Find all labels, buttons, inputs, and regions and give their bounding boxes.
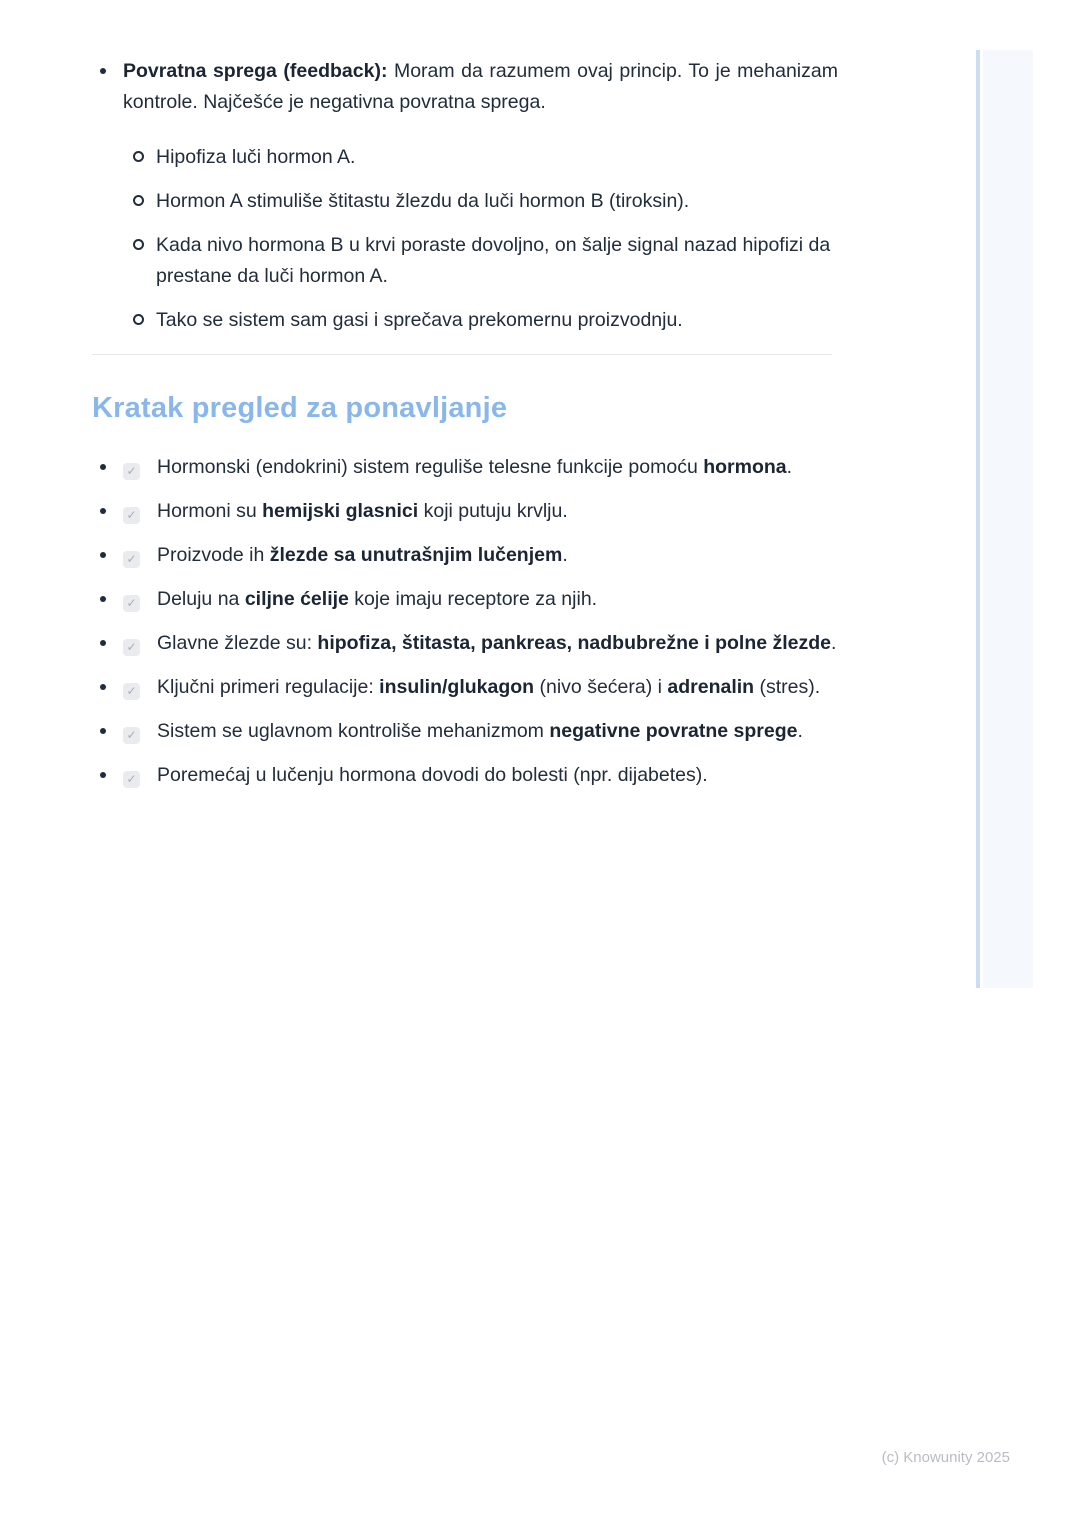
bullet-icon (100, 728, 106, 734)
checklist-item-text: Deluju na ciljne ćelije koje imaju receptore za njih. (157, 588, 598, 610)
feedback-sub-item (123, 230, 838, 292)
circle-bullet-icon (133, 239, 144, 250)
checkmark-glyph: ✓ (126, 596, 137, 610)
checklist-item (98, 715, 838, 748)
checkmark-glyph: ✓ (126, 640, 137, 654)
checklist-item (98, 759, 838, 792)
feedback-sub-item-text: Hormon A stimuliše štitastu žlezdu da luči hormon B (tiroksin). (156, 190, 690, 212)
scroll-indicator-accent (976, 50, 980, 988)
bullet-icon (100, 596, 106, 602)
circle-bullet-icon (133, 151, 144, 162)
feedback-sub-item-text: Tako se sistem sam gasi i sprečava prekomernu proizvodnju. (156, 309, 683, 331)
bullet-icon (100, 772, 106, 778)
bullet-icon (100, 684, 106, 690)
checklist-item-text: Sistem se uglavnom kontroliše mehanizmom negativne povratne sprege. (157, 720, 803, 742)
circle-bullet-icon (133, 314, 144, 325)
bullet-icon (100, 640, 106, 646)
feedback-intro-text: Povratna sprega (feedback): Moram da razumem ovaj princip. To je mehanizam kontrole. Najčešće je negativna povratna sprega. (123, 60, 838, 113)
checkbox-checked-icon[interactable] (123, 683, 140, 700)
checklist-item (98, 671, 838, 704)
checkbox-checked-icon[interactable] (123, 639, 140, 656)
feedback-sub-item (123, 186, 838, 217)
section-divider (92, 354, 832, 355)
feedback-sub-item-text: Kada nivo hormona B u krvi poraste dovoljno, on šalje signal nazad hipofizi da prestane da luči hormon A. (156, 234, 831, 287)
checkmark-glyph: ✓ (126, 552, 137, 566)
copyright-notice: (c) Knowunity 2025 (881, 1449, 1010, 1466)
checkbox-checked-icon[interactable] (123, 771, 140, 788)
checkmark-glyph: ✓ (126, 728, 137, 742)
checkmark-glyph: ✓ (126, 464, 137, 478)
checklist-item-text: Poremećaj u lučenju hormona dovodi do bolesti (npr. dijabetes). (157, 764, 708, 786)
checklist-item (98, 583, 838, 616)
scroll-indicator[interactable] (983, 50, 1033, 988)
checklist-item (98, 627, 838, 660)
checkbox-checked-icon[interactable] (123, 595, 140, 612)
checkmark-glyph: ✓ (126, 772, 137, 786)
feedback-sub-item (123, 142, 838, 173)
feedback-sub-item-text: Hipofiza luči hormon A. (156, 146, 356, 168)
checkbox-checked-icon[interactable] (123, 727, 140, 744)
section-heading: Kratak pregled za ponavljanje (92, 392, 508, 424)
checklist-item (98, 495, 838, 528)
checklist-item-text: Hormonski (endokrini) sistem reguliše telesne funkcije pomoću hormona. (157, 456, 793, 478)
feedback-sub-item (123, 305, 838, 336)
checkbox-checked-icon[interactable] (123, 463, 140, 480)
review-checklist (98, 451, 838, 792)
checklist-item-text: Ključni primeri regulacije: insulin/glukagon (nivo šećera) i adrenalin (stres). (157, 676, 821, 698)
checklist-item-text: Proizvode ih žlezde sa unutrašnjim lučenjem. (157, 544, 568, 566)
bullet-icon (100, 464, 106, 470)
checklist-item (98, 539, 838, 572)
bullet-icon (100, 508, 106, 514)
feedback-sub-list (123, 142, 838, 336)
checklist-item-text: Hormoni su hemijski glasnici koji putuju krvlju. (157, 500, 568, 522)
feedback-list-item (98, 56, 838, 336)
note-content (92, 56, 838, 803)
checkbox-checked-icon[interactable] (123, 507, 140, 524)
feedback-list (98, 56, 838, 336)
checklist-item (98, 451, 838, 484)
circle-bullet-icon (133, 195, 144, 206)
bullet-icon (100, 68, 106, 74)
bullet-icon (100, 552, 106, 558)
checklist-item-text: Glavne žlezde su: hipofiza, štitasta, pankreas, nadbubrežne i polne žlezde. (157, 632, 837, 654)
checkbox-checked-icon[interactable] (123, 551, 140, 568)
checkmark-glyph: ✓ (126, 508, 137, 522)
checkmark-glyph: ✓ (126, 684, 137, 698)
